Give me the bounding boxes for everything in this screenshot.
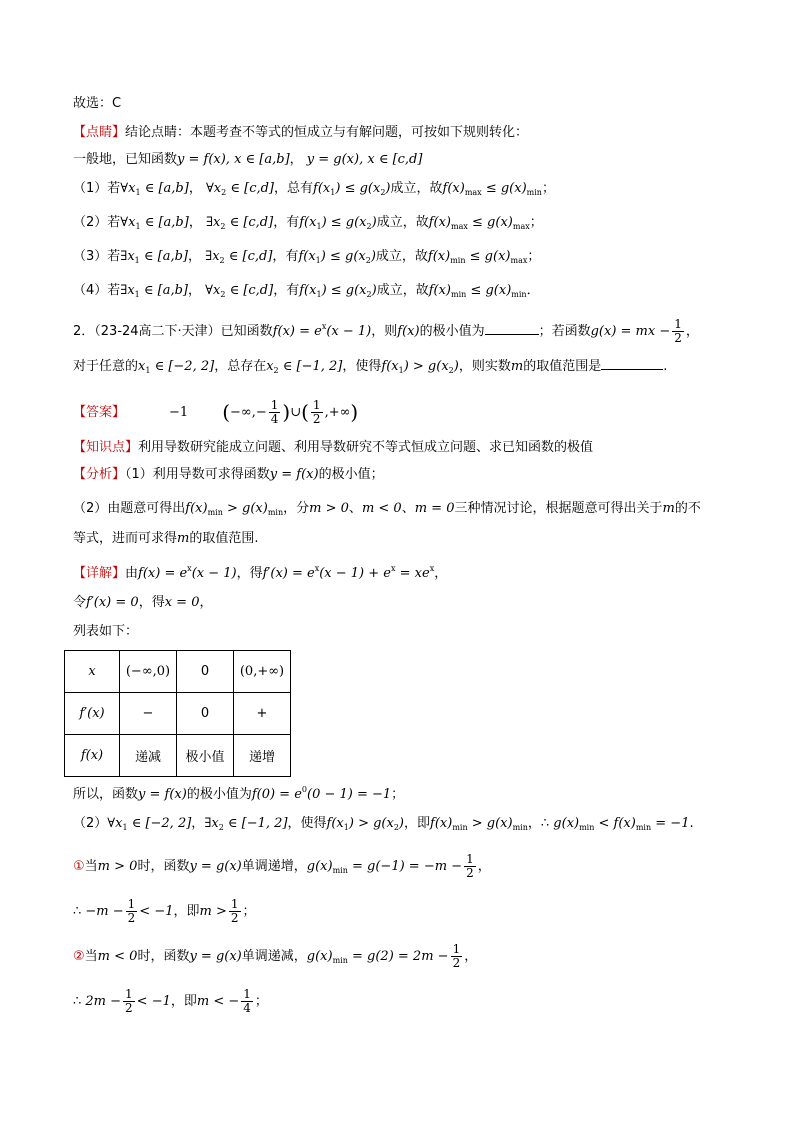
fraction-one-half: $\frac{1}{2}$: [674, 317, 682, 345]
table-intro: [73, 623, 138, 641]
case-2-line1: ②当m < 0时，函数y = g(x)单调递减，$g(x)_{min} = g(2) = 2m$ − $\frac{1}{2}$ ，: [73, 942, 478, 970]
answer-value-2: (−∞,− $\frac{1}{4}$ )∪( $\frac{1}{2}$ ,+∞): [222, 398, 359, 426]
tip-text: 结论点睛：本题考查不等式的恒成立与有解问题，可按如下规则转化：: [125, 125, 529, 140]
rule-1-label: （1）若: [73, 181, 121, 196]
case-1-line1: ①当m > 0时，函数y = g(x)单调递增，$g(x)_{min} = g(-1) = -m$ − $\frac{1}{2}$ ，: [73, 852, 491, 880]
rule-4-label: （4）若: [73, 283, 121, 298]
rule-1: （1）若$\forall x_1$ ∈ [a,b]， $\forall x_2$ ∈ [c,d]，总有$f(x_1) \le g(x_2)$成立，故$f(x)_{max} \le g(x)_{min}$；: [73, 181, 555, 197]
table-cell: 递减: [120, 735, 177, 777]
question-2-line2: 对于任意的$x_1$ ∈ [−2, 2]，总存在$x_2$ ∈ [−1, 2]，使得$f(x_1) > g(x_2)$，则实数m的取值范围是 .: [73, 359, 668, 375]
table-cell: f(x): [65, 735, 120, 777]
answer-tag: 【答案】: [73, 405, 126, 420]
general-text: 一般地，已知函数: [73, 152, 178, 167]
tip-tag: 【点睛】: [73, 125, 126, 140]
rule-1-text-b: 成立，故: [390, 181, 443, 196]
rule-4: （4）若$\exists x_1$ ∈ [a,b]， $\forall x_2$ ∈ [c,d]，有$f(x_1) \le g(x_2)$成立，故$f(x)_{min} \le g(x)_{min}$．: [73, 283, 540, 299]
rule-2-text-b: 成立，故: [376, 215, 429, 230]
answer-choice-line: [73, 95, 121, 113]
table-cell: 递增: [234, 735, 291, 777]
question-2-line1: 2．（23-24高二下·天津）已知函数$f(x) = e^x(x - 1)$，则f(x)的极小值为 ；若函数g(x) = mx − $\frac{1}{2}$ ，: [73, 317, 699, 345]
analysis-tag: 【分析】: [73, 467, 126, 482]
rule-4-text-b: 成立，故: [376, 283, 429, 298]
part2-line: $(2)\forall x_1$ ∈ [−2, 2]，$\exists x_2$ ∈ [−1, 2]，使得$f(x_1) > g(x_2)$，即$f(x)_{min} > g(x)_{min}$，∴ $g(x)_{min} < f(x)_{min} = -1$.: [73, 816, 694, 832]
answer-choice: 故选：C: [73, 96, 122, 111]
table-cell: −: [120, 693, 177, 735]
rule-2-label: （2）若: [73, 215, 121, 230]
analysis-line1: 【分析】（1）利用导数可求得函数y = f(x)的极小值；: [73, 467, 384, 482]
table-row: [65, 735, 291, 777]
detail-line2: 令f′(x) = 0，得x = 0，: [73, 595, 213, 610]
rule-2-text-a: 有: [286, 215, 300, 230]
tip-line: [73, 124, 528, 142]
rule-3-text-b: 成立，故: [375, 249, 428, 264]
case-1-line2: ∴ −m − $\frac{1}{2}$ < −1，即m > $\frac{1}{2}$ ；: [73, 897, 256, 925]
table-row: [65, 651, 291, 693]
rule-3: （3）若$\exists x_1$ ∈ [a,b]， $\exists x_2$ ∈ [c,d]，有$f(x_1) \le g(x_2)$成立，故$f(x)_{min} \le g(x)_{max}$；: [73, 249, 541, 265]
table-cell: 极小值: [177, 735, 234, 777]
detail-tag: 【详解】: [73, 566, 126, 581]
knowledge-tag: 【知识点】: [73, 440, 139, 455]
table-row: [65, 693, 291, 735]
answer-blank-1[interactable]: [485, 334, 539, 335]
table-cell: x: [65, 651, 120, 693]
table-cell: (0,+∞): [234, 651, 291, 693]
rule-3-text-a: 有: [285, 249, 299, 264]
table-cell: (−∞,0): [120, 651, 177, 693]
answer-value-1: −1: [169, 405, 189, 420]
rule-1-text-a: 总有: [287, 181, 314, 196]
answer-line: [73, 399, 358, 426]
knowledge-text: 利用导数研究能成立问题、利用导数研究不等式恒成立问题、求已知函数的极值: [138, 440, 594, 455]
detail-line1: 【详解】由$f(x) = e^x(x - 1)$，得$f'(x) = e^x(x - 1) + e^x = xe^x$，: [73, 564, 448, 581]
table-intro-text: 列表如下：: [73, 624, 139, 639]
case-2-marker: ②: [73, 949, 85, 964]
table-cell: f′(x): [65, 693, 120, 735]
question-2-prefix: 2．（23-24高二下·天津）已知函数: [73, 324, 273, 339]
table-cell: 0: [177, 651, 234, 693]
general-math: y = f(x), x ∈ [a,b]， y = g(x), x ∈ [c,d]: [177, 152, 423, 167]
answer-blank-2[interactable]: [601, 369, 663, 370]
table-cell: +: [234, 693, 291, 735]
knowledge-line: [73, 439, 593, 457]
rule-2: （2）若$\forall x_1$ ∈ [a,b]， $\exists x_2$ ∈ [c,d]，有$f(x_1) \le g(x_2)$成立，故$f(x)_{max} \le g(x)_{max}$；: [73, 215, 543, 231]
case-1-marker: ①: [73, 859, 85, 874]
general-line: [73, 151, 422, 169]
case-2-line2: ∴ 2m − $\frac{1}{2}$ < −1，即m < − $\frac{1}{4}$ ；: [73, 987, 268, 1015]
analysis-line3: 等式，进而可求得m的取值范围.: [73, 531, 259, 546]
conclusion-line: 所以，函数y = f(x)的极小值为$f(0) = e^0(0 - 1) = -1$；: [73, 785, 405, 802]
rule-4-text-a: 有: [286, 283, 300, 298]
rule-3-label: （3）若: [73, 249, 121, 264]
table-cell: 0: [177, 693, 234, 735]
sign-table: [64, 650, 291, 777]
analysis-line2: （2）由题意可得出$f(x)_{min} > g(x)_{min}$，分m > 0、m < 0、m = 0三种情况讨论，根据题意可得出关于m的不: [73, 501, 701, 517]
